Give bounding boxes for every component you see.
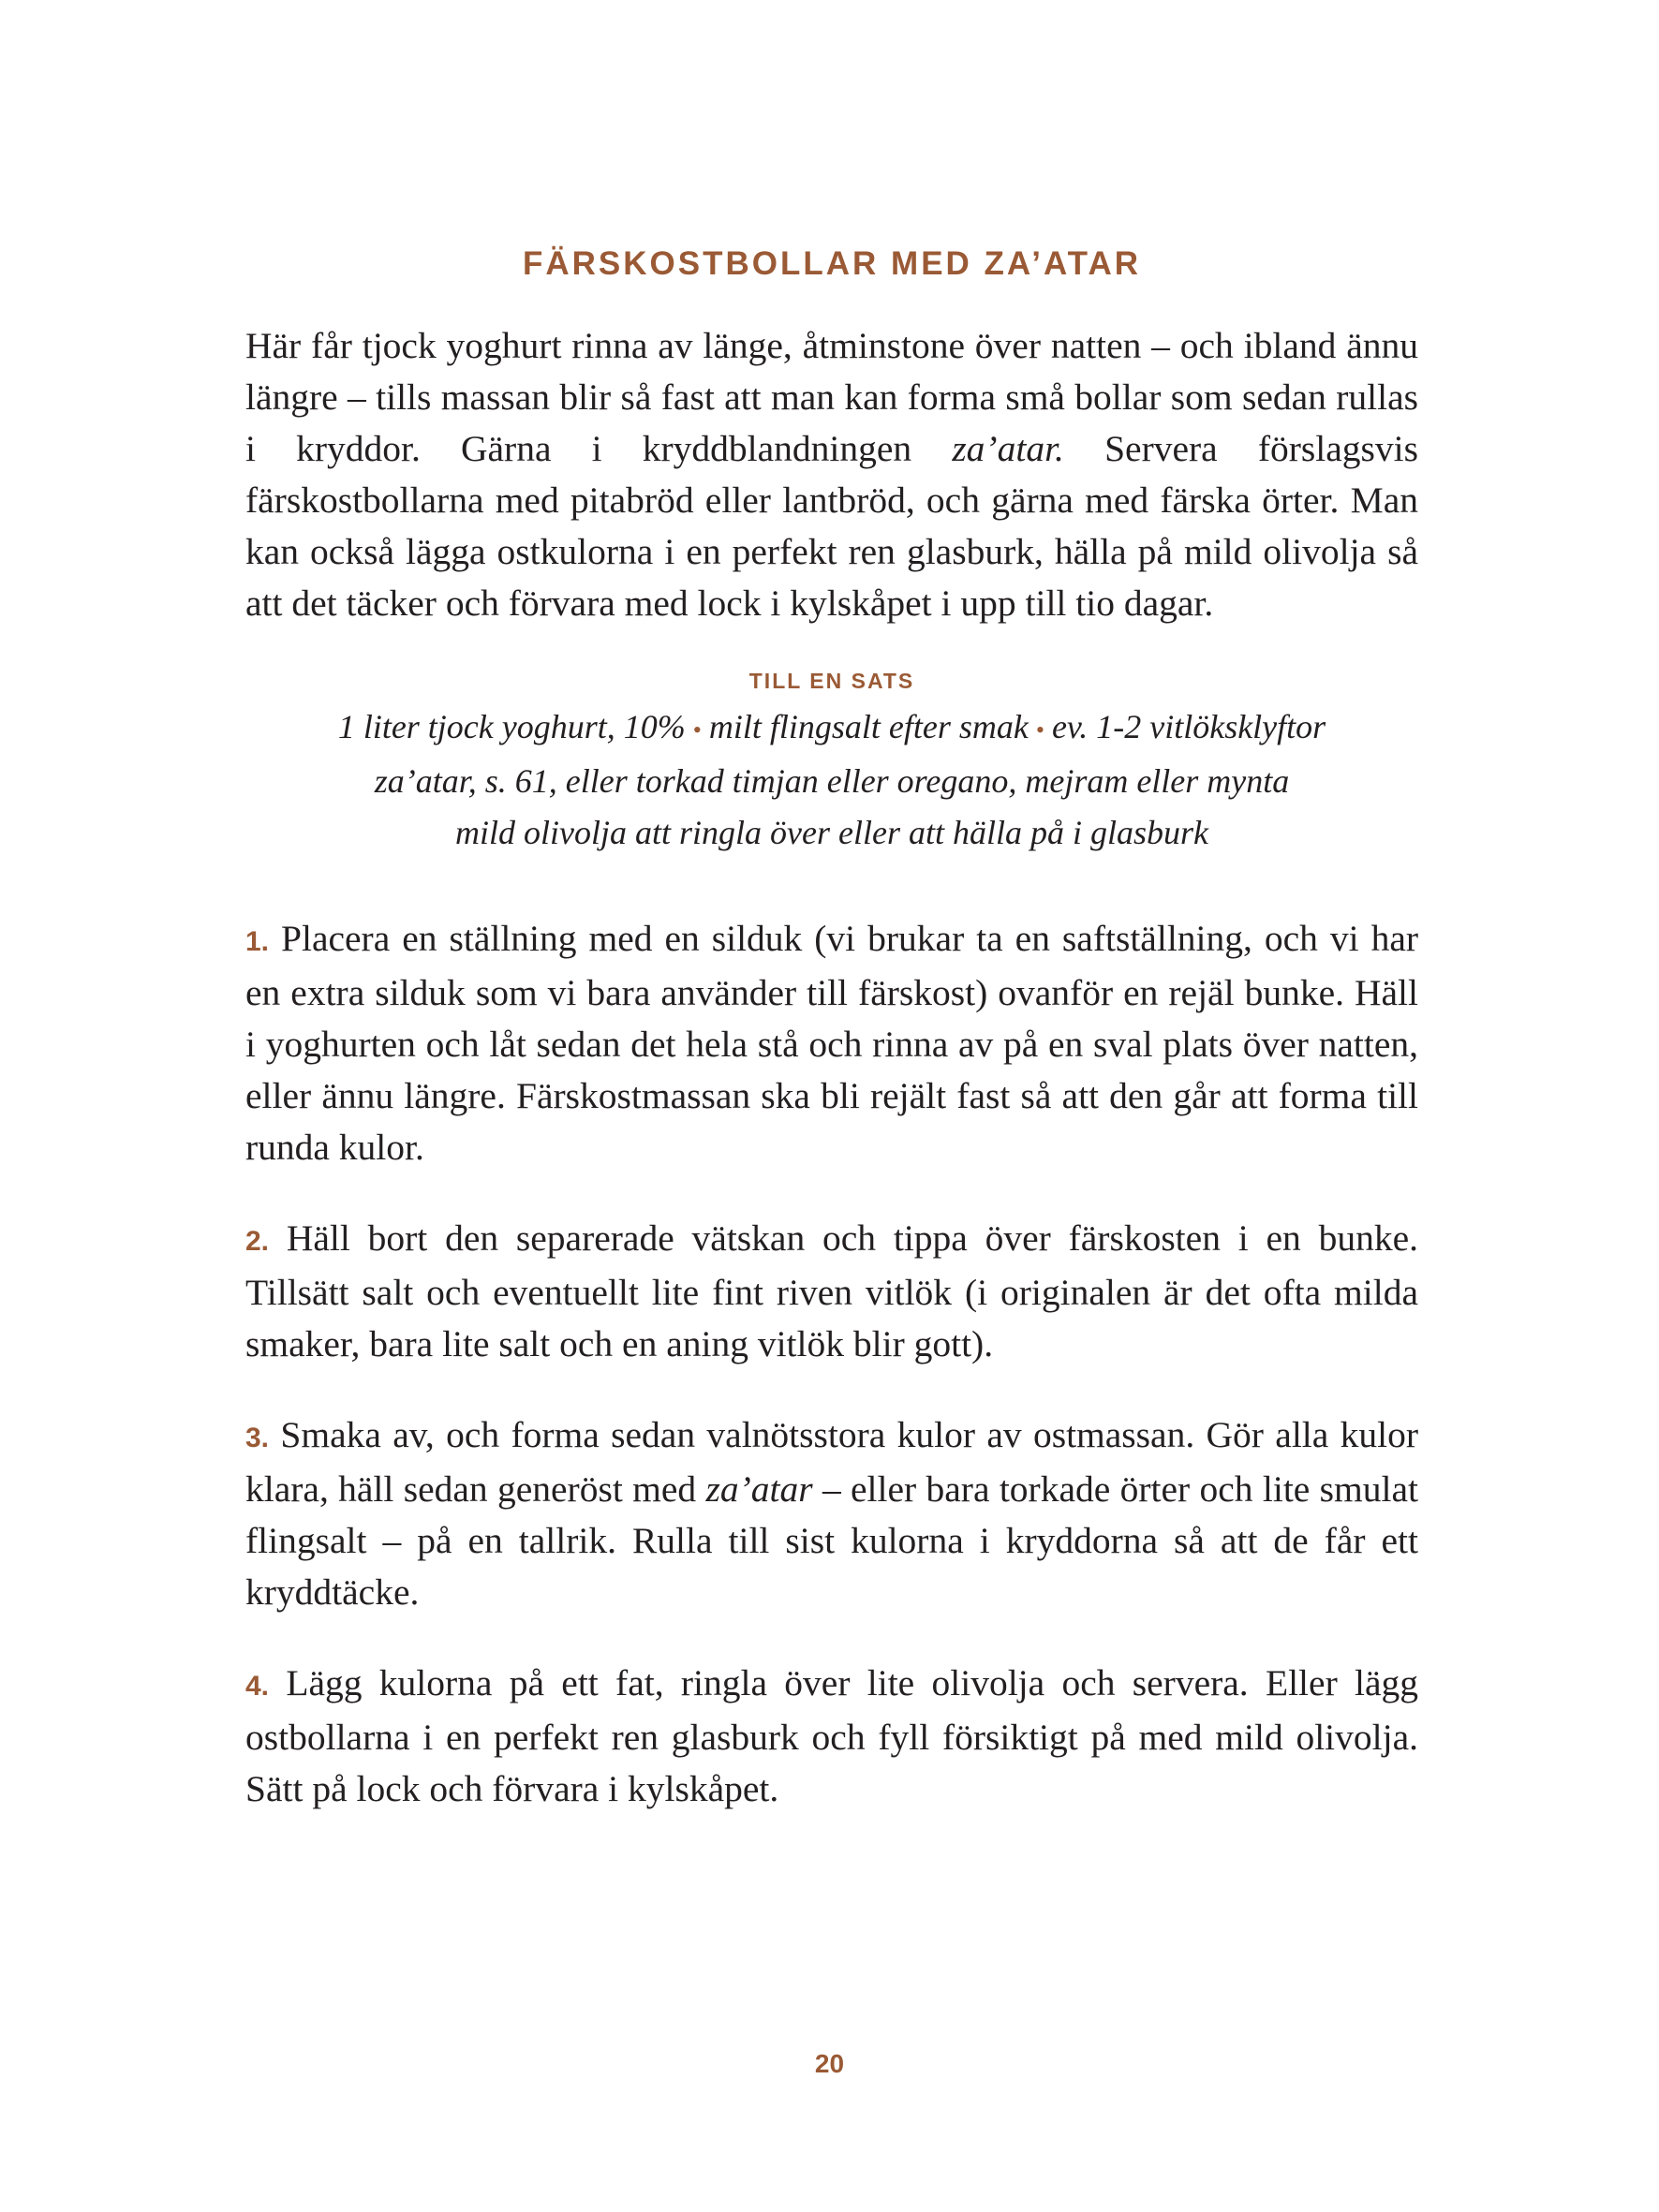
ingredients-line-2: za’atar, s. 61, eller torkad timjan eller oregano, mejram eller mynta xyxy=(374,762,1290,800)
step-text: Lägg kulorna på ett fat, ringla över lite olivolja och servera. Eller lägg ostbollarna i en perfekt ren glasburk och fyll försiktigt på med mild olivolja. Sätt på lock och förvara i kylskåpet. xyxy=(245,1662,1419,1809)
ingredient-yoghurt: 1 liter tjock yoghurt, 10% xyxy=(337,708,686,745)
ingredients-line-1 xyxy=(245,701,1418,756)
ingredients-block xyxy=(245,669,1418,859)
method-steps xyxy=(245,913,1418,1815)
intro-italic-zaatar: za’atar. xyxy=(952,428,1064,469)
step-number: 1. xyxy=(245,926,270,957)
ingredient-garlic: ev. 1-2 vitlöksklyftor xyxy=(1051,708,1326,745)
intro-paragraph xyxy=(245,320,1418,629)
bullet-separator: • xyxy=(1035,716,1044,744)
step-2 xyxy=(245,1213,1418,1370)
step-1 xyxy=(245,913,1418,1173)
ingredients-heading: TILL EN SATS xyxy=(748,669,915,693)
step-text: Placera en ställning med en silduk (vi brukar ta en saftställning, och vi har en extra silduk som vi bara använder till färskost) ovanför en rejäl bunke. Häll i yoghurten och låt sedan det hela stå och rinna av på en sval plats över natten, eller ännu längre. Färskostmassan ska bli rejält fast så att den går att forma till runda kulor. xyxy=(245,918,1419,1168)
page-number: 20 xyxy=(814,2049,845,2078)
bullet-separator: • xyxy=(692,716,702,744)
step-number: 2. xyxy=(245,1226,270,1257)
intro-text-before: Här får tjock yoghurt rinna av länge, åtminstone över natten – och ibland ännu längre – tills massan blir så fast att man kan forma små bollar som sedan rullas i kryddor. Gärna i kryddblandningen xyxy=(245,325,1418,469)
step-text: Häll bort den separerade vätskan och tippa över färskosten i en bunke. Tillsätt salt och eventuellt lite fint riven vitlök (i originalen är det ofta milda smaker, bara lite salt och en aning vitlök blir gott). xyxy=(245,1217,1419,1364)
ingredient-salt: milt flingsalt efter smak xyxy=(708,708,1029,745)
step-italic-zaatar: za’atar xyxy=(705,1468,813,1510)
recipe-title: FÄRSKOSTBOLLAR MED ZA’ATAR xyxy=(523,245,1141,282)
recipe-page xyxy=(245,245,1418,1854)
step-text-after: – eller bara torkade örter och lite smulat flingsalt – på en tallrik. Rulla till sist kulorna i kryddorna så att de får ett kryddtäcke. xyxy=(245,1468,1418,1613)
step-text-before: Smaka av, och forma sedan valnötsstora kulor av ostmassan. Gör alla kulor klara, häll sedan generöst med xyxy=(245,1414,1419,1510)
ingredients-line-3: mild olivolja att ringla över eller att hälla på i glasburk xyxy=(455,814,1208,851)
step-number: 4. xyxy=(245,1671,270,1702)
intro-text-after: Servera förslagsvis färskostbollarna med pitabröd eller lantbröd, och gärna med färska örter. Man kan också lägga ostkulorna i en perfekt ren glasburk, hälla på mild olivolja så att det täcker och förvara med lock i kylskåpet i upp till tio dagar. xyxy=(245,428,1418,624)
step-4 xyxy=(245,1658,1418,1815)
step-number: 3. xyxy=(245,1423,270,1453)
step-3 xyxy=(245,1409,1418,1618)
